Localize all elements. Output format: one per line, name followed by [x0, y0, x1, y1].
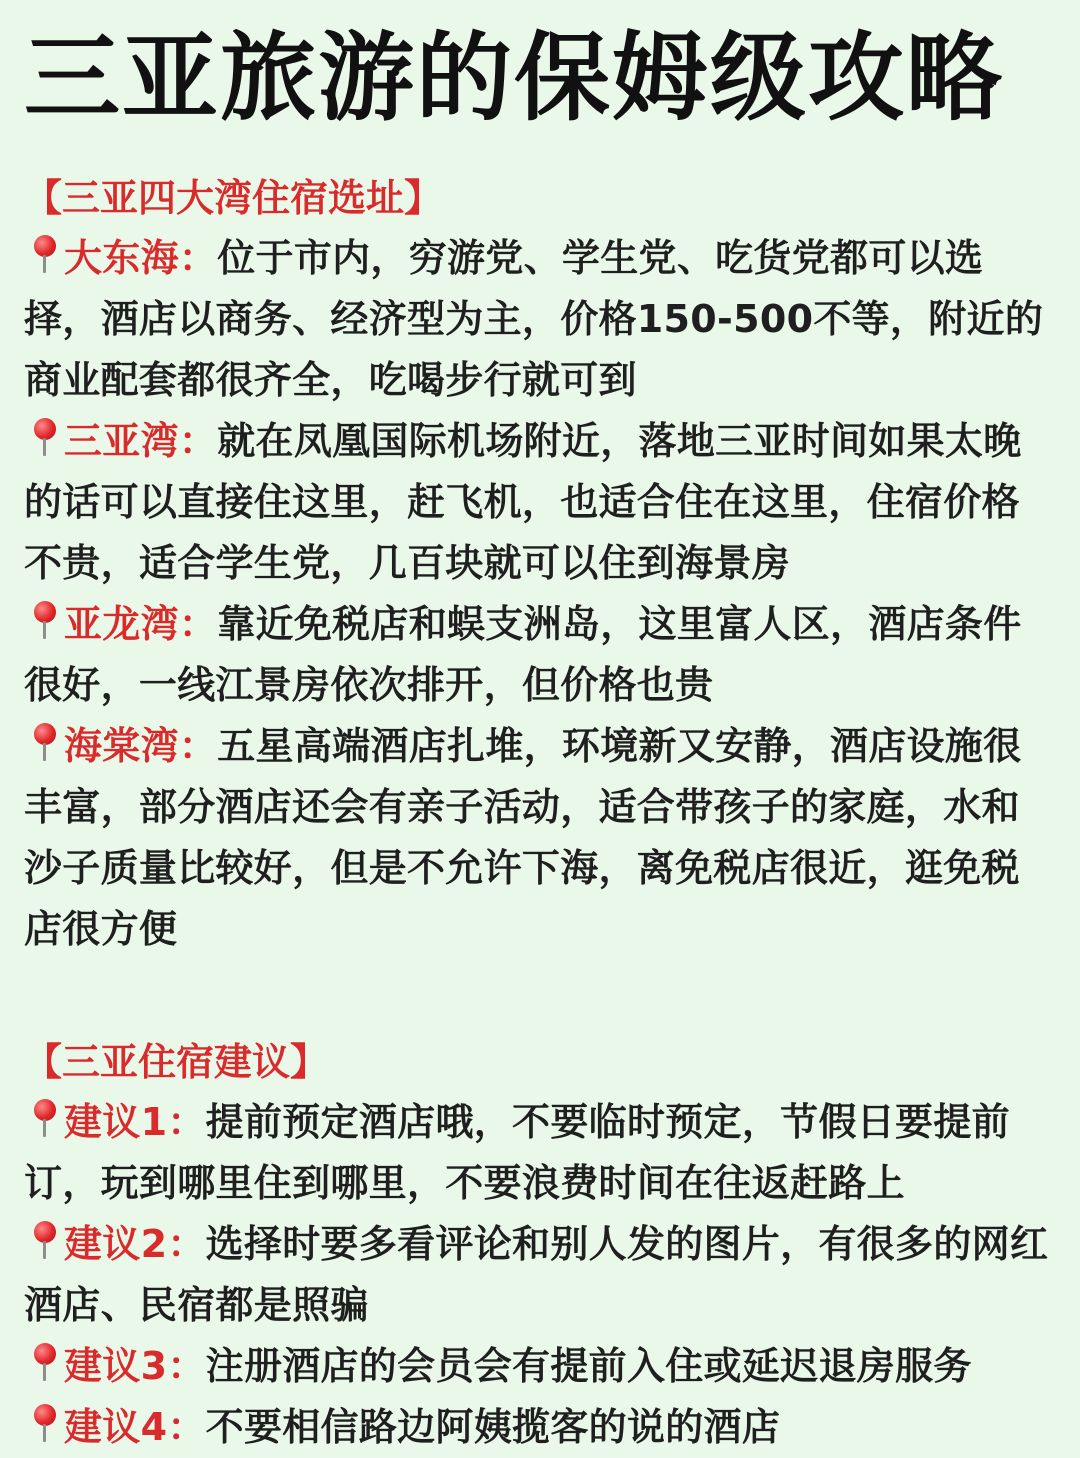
item-text: 不要相信路边阿姨揽客的说的酒店 [205, 1405, 781, 1449]
list-item [24, 594, 1052, 716]
list-item [24, 1092, 1052, 1214]
item-colon: ： [178, 724, 218, 768]
list-item [24, 1336, 1052, 1397]
page-title: 三亚旅游的保姆级攻略 [24, 22, 1004, 134]
item-text: 靠近免税店和蜈支洲岛，这里富人区，酒店条件很好，一线江景房依次排开，但价格也贵 [24, 602, 1022, 707]
pushpin-icon [24, 1221, 60, 1261]
section-accommodation-locations [24, 168, 1052, 960]
item-colon: ： [167, 1405, 206, 1449]
item-colon: ： [178, 602, 218, 646]
item-colon: ： [178, 236, 218, 280]
item-label: 海棠湾 [64, 724, 179, 768]
list-item [24, 228, 1052, 411]
item-label: 建议1 [64, 1100, 168, 1144]
item-label: 亚龙湾 [64, 602, 179, 646]
list-item [24, 1214, 1052, 1336]
item-colon: ： [167, 1222, 206, 1266]
section-header: 【三亚住宿建议】 [24, 1040, 329, 1084]
section-accommodation-tips [24, 1032, 1052, 1458]
item-text: 提前预定酒店哦，不要临时预定，节假日要提前订，玩到哪里住到哪里，不要浪费时间在往返赶路上 [24, 1100, 1010, 1205]
item-text: 五星高端酒店扎堆，环境新又安静，酒店设施很丰富，部分酒店还会有亲子活动，适合带孩子的家庭，水和沙子质量比较好，但是不允许下海，离免税店很近，逛免税店很方便 [24, 724, 1022, 951]
item-label: 建议3 [64, 1344, 168, 1388]
item-label: 三亚湾 [64, 419, 179, 463]
section-header: 【三亚四大湾住宿选址】 [24, 176, 443, 220]
list-item [24, 716, 1052, 960]
item-colon: ： [178, 419, 218, 463]
pushpin-icon [24, 235, 60, 275]
item-label: 建议2 [64, 1222, 168, 1266]
item-text: 选择时要多看评论和别人发的图片，有很多的网红酒店、民宿都是照骗 [24, 1222, 1049, 1327]
pushpin-icon [24, 418, 60, 458]
pushpin-icon [24, 723, 60, 763]
pushpin-icon [24, 1099, 60, 1139]
item-colon: ： [167, 1344, 206, 1388]
item-text: 就在凤凰国际机场附近，落地三亚时间如果太晚的话可以直接住这里，赶飞机，也适合住在这里，住宿价格不贵，适合学生党，几百块就可以住到海景房 [24, 419, 1022, 585]
item-label: 大东海 [64, 236, 179, 280]
pushpin-icon [24, 1343, 60, 1383]
pushpin-icon [24, 1404, 60, 1444]
item-text: 位于市内，穷游党、学生党、吃货党都可以选择，酒店以商务、经济型为主，价格150-500不等，附近的商业配套都很齐全，吃喝步行就可到 [24, 236, 1044, 402]
item-label: 建议4 [64, 1405, 168, 1449]
item-colon: ： [167, 1100, 206, 1144]
list-item [24, 1397, 1052, 1458]
pushpin-icon [24, 601, 60, 641]
list-item [24, 411, 1052, 594]
item-text: 注册酒店的会员会有提前入住或延迟退房服务 [205, 1344, 972, 1388]
